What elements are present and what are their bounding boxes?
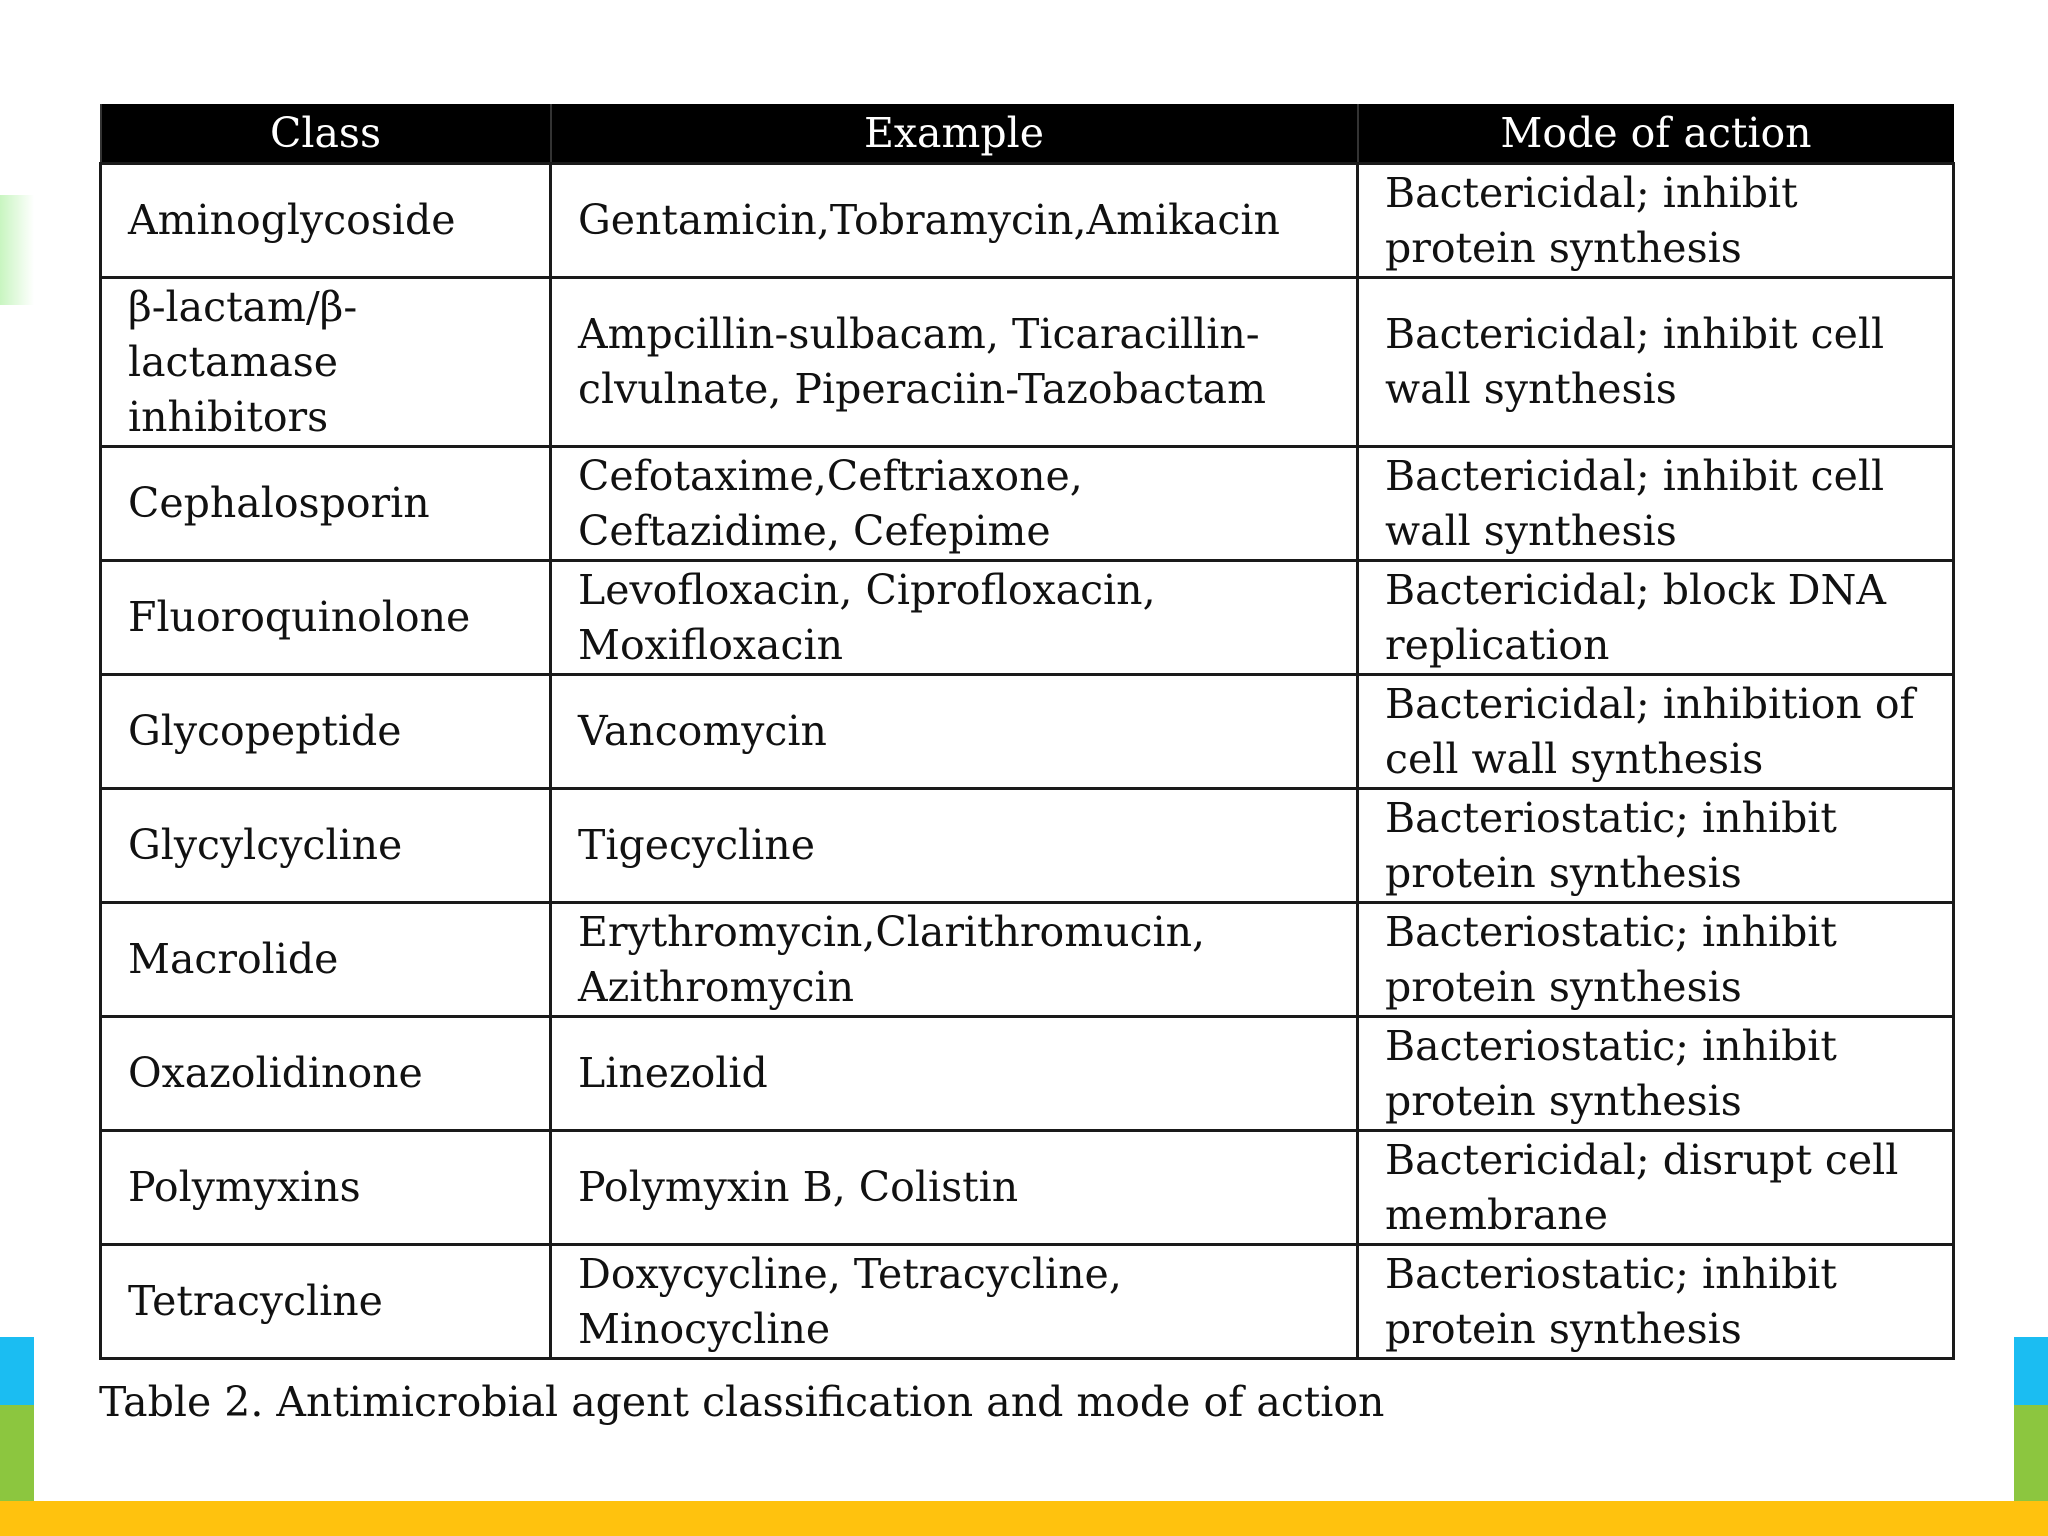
header-example: Example bbox=[551, 104, 1358, 164]
class-cell: Tetracycline bbox=[101, 1245, 551, 1359]
example-cell: Ampcillin-sulbacam, Ticaracillin-clvulnate, Piperaciin-Tazobactam bbox=[551, 278, 1358, 447]
class-cell: Aminoglycoside bbox=[101, 164, 551, 278]
antimicrobial-table bbox=[99, 104, 1955, 1360]
mode-cell: Bacteriostatic; inhibit protein synthesis bbox=[1358, 789, 1954, 903]
class-cell: Polymyxins bbox=[101, 1131, 551, 1245]
class-cell: Glycopeptide bbox=[101, 675, 551, 789]
table-row bbox=[101, 903, 1954, 1017]
example-cell: Vancomycin bbox=[551, 675, 1358, 789]
example-cell: Tigecycline bbox=[551, 789, 1358, 903]
left-green-stripe bbox=[0, 1405, 34, 1501]
mode-cell: Bactericidal; disrupt cell membrane bbox=[1358, 1131, 1954, 1245]
header-row bbox=[101, 104, 1954, 164]
mode-cell: Bactericidal; inhibit cell wall synthesis bbox=[1358, 278, 1954, 447]
class-cell: β-lactam/β-lactamase inhibitors bbox=[101, 278, 551, 447]
example-cell: Doxycycline, Tetracycline, Minocycline bbox=[551, 1245, 1358, 1359]
table-row bbox=[101, 675, 1954, 789]
right-cyan-stripe bbox=[2014, 1337, 2048, 1405]
class-cell: Oxazolidinone bbox=[101, 1017, 551, 1131]
example-cell: Erythromycin,Clarithromucin, Azithromycin bbox=[551, 903, 1358, 1017]
example-cell: Levofloxacin, Ciprofloxacin, Moxifloxacin bbox=[551, 561, 1358, 675]
right-green-stripe bbox=[2014, 1405, 2048, 1501]
mode-cell: Bactericidal; block DNA replication bbox=[1358, 561, 1954, 675]
mode-cell: Bacteriostatic; inhibit protein synthesis bbox=[1358, 1245, 1954, 1359]
table-row bbox=[101, 1131, 1954, 1245]
left-edge-glow bbox=[0, 195, 34, 305]
table-row bbox=[101, 164, 1954, 278]
class-cell: Cephalosporin bbox=[101, 447, 551, 561]
bottom-yellow-stripe bbox=[0, 1501, 2048, 1536]
example-cell: Cefotaxime,Ceftriaxone, Ceftazidime, Cefepime bbox=[551, 447, 1358, 561]
left-cyan-stripe bbox=[0, 1337, 34, 1405]
mode-cell: Bacteriostatic; inhibit protein synthesis bbox=[1358, 903, 1954, 1017]
table-row bbox=[101, 447, 1954, 561]
mode-cell: Bactericidal; inhibit protein synthesis bbox=[1358, 164, 1954, 278]
table-row bbox=[101, 1245, 1954, 1359]
mode-cell: Bactericidal; inhibition of cell wall synthesis bbox=[1358, 675, 1954, 789]
example-cell: Gentamicin,Tobramycin,Amikacin bbox=[551, 164, 1358, 278]
class-cell: Macrolide bbox=[101, 903, 551, 1017]
table-caption: Table 2. Antimicrobial agent classification and mode of action bbox=[99, 1378, 1385, 1426]
example-cell: Polymyxin B, Colistin bbox=[551, 1131, 1358, 1245]
mode-cell: Bactericidal; inhibit cell wall synthesis bbox=[1358, 447, 1954, 561]
header-mode-of-action: Mode of action bbox=[1358, 104, 1954, 164]
class-cell: Glycylcycline bbox=[101, 789, 551, 903]
table-row bbox=[101, 789, 1954, 903]
table-row bbox=[101, 561, 1954, 675]
table-row bbox=[101, 278, 1954, 447]
mode-cell: Bacteriostatic; inhibit protein synthesis bbox=[1358, 1017, 1954, 1131]
header-class: Class bbox=[101, 104, 551, 164]
class-cell: Fluoroquinolone bbox=[101, 561, 551, 675]
table-row bbox=[101, 1017, 1954, 1131]
example-cell: Linezolid bbox=[551, 1017, 1358, 1131]
